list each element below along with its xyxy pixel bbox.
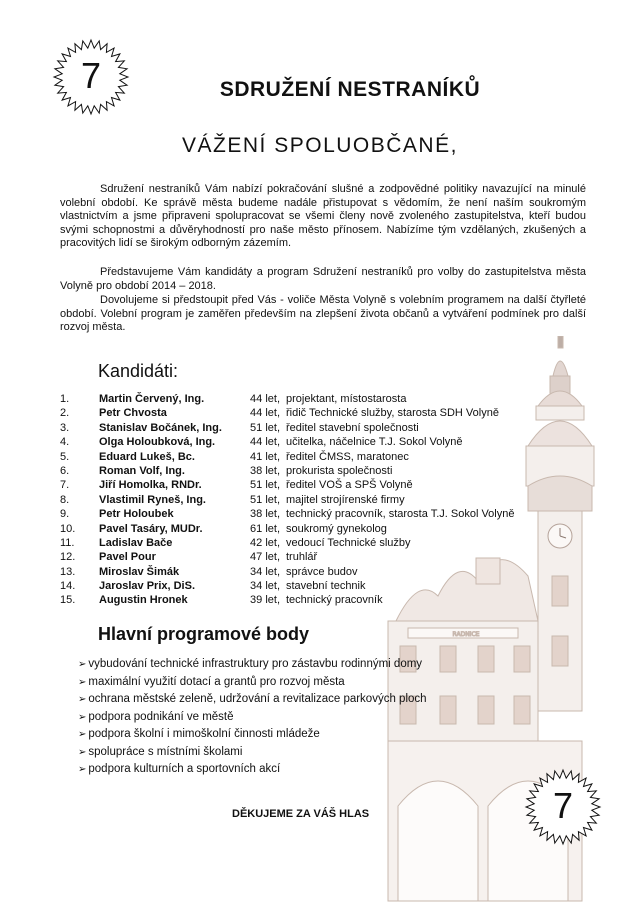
candidate-description: učitelka, náčelnice T.J. Sokol Volyně	[286, 436, 463, 449]
number-7-badge	[52, 38, 130, 116]
candidate-name: Jiří Homolka, RNDr.	[99, 479, 202, 492]
candidate-name: Stanislav Bočánek, Ing.	[99, 421, 222, 434]
presentation-paragraph-2: Dovolujeme si předstoupit před Vás - voliče Města Volyně s volebním programem na další čtyřleté období. Volební program je zaměřen především na zlepšení života občanů a vytváření podmínek pro další rozvoj města.	[60, 294, 586, 333]
candidate-name: Miroslav Šimák	[99, 565, 180, 578]
candidate-age: 41 let,	[250, 450, 280, 463]
candidate-description: technický pracovník, starosta T.J. Sokol Volyně	[286, 508, 515, 521]
candidate-age: 39 let,	[250, 594, 280, 607]
candidate-age: 38 let,	[250, 464, 280, 477]
candidate-name: Augustin Hronek	[99, 594, 188, 607]
candidate-age: 61 let,	[250, 522, 280, 535]
candidate-description: projektant, místostarosta	[286, 393, 407, 405]
badge-number: 7	[80, 55, 102, 96]
candidate-age: 34 let,	[250, 580, 280, 593]
program-item	[78, 746, 427, 764]
program-item-text: podpora kulturních a sportovních akcí	[88, 763, 281, 775]
candidate-number: 10.	[60, 522, 76, 535]
candidate-age: 44 let,	[250, 393, 280, 405]
badge-number: 7	[552, 785, 574, 826]
presentation-paragraph-1: Představujeme Vám kandidáty a program Sdružení nestraníků pro volby do zastupitelstva města Volyně pro období 2014 – 2018.	[60, 266, 586, 292]
program-item-text: podpora školní i mimoškolní činnosti mládeže	[88, 728, 320, 740]
candidate-description: majitel strojírenské firmy	[286, 493, 405, 506]
arrow-bullet-icon: ➢	[78, 764, 87, 775]
candidate-number: 14.	[60, 580, 76, 593]
candidate-number: 11.	[60, 536, 75, 549]
program-list	[78, 658, 427, 781]
arrow-bullet-icon: ➢	[78, 746, 87, 758]
program-item	[78, 763, 427, 781]
candidate-description: technický pracovník	[286, 594, 383, 607]
program-item	[78, 676, 427, 694]
program-item-text: maximální využití dotací a grantů pro rozvoj města	[88, 675, 345, 688]
candidate-number: 4.	[60, 436, 70, 449]
candidate-number: 3.	[60, 421, 70, 434]
arrow-bullet-icon: ➢	[78, 729, 87, 740]
candidate-age: 51 let,	[250, 421, 280, 434]
program-item-text: spolupráce s místními školami	[88, 745, 243, 758]
candidate-name: Petr Holoubek	[99, 508, 174, 521]
candidate-number: 15.	[60, 594, 76, 607]
candidate-name: Ladislav Bače	[99, 536, 173, 549]
candidate-number: 6.	[60, 464, 70, 477]
candidate-name: Vlastimil Ryneš, Ing.	[99, 493, 206, 506]
candidate-number: 5.	[60, 450, 70, 463]
candidate-description: vedoucí Technické služby	[286, 536, 411, 549]
candidate-description: prokurista společnosti	[286, 464, 393, 477]
candidate-number: 13.	[60, 565, 76, 578]
candidate-age: 47 let,	[250, 551, 280, 564]
page-title: SDRUŽENÍ NESTRANÍKŮ	[219, 78, 481, 101]
candidate-age: 44 let,	[250, 436, 280, 449]
candidate-name: Roman Volf, Ing.	[99, 464, 185, 477]
candidate-number: 1.	[60, 393, 70, 405]
program-item-text: ochrana městské zeleně, udržování a revitalizace parkových ploch	[88, 693, 427, 705]
candidate-name: Pavel Tasáry, MUDr.	[99, 522, 203, 535]
arrow-bullet-icon: ➢	[78, 659, 87, 670]
candidate-name: Jaroslav Prix, DiS.	[99, 580, 195, 593]
candidate-age: 38 let,	[250, 508, 280, 521]
arrow-bullet-icon: ➢	[78, 694, 87, 705]
candidate-description: stavební technik	[286, 580, 366, 593]
candidate-number: 7.	[60, 479, 70, 492]
program-item-text: vybudování technické infrastruktury pro zástavbu rodinnými domy	[88, 658, 423, 670]
arrow-bullet-icon: ➢	[78, 711, 87, 723]
candidate-number: 2.	[60, 407, 70, 420]
program-item-text: podpora podnikání ve městě	[88, 710, 234, 723]
program-item	[78, 711, 427, 729]
program-heading: Hlavní programové body	[98, 624, 310, 644]
candidate-name: Martin Červený, Ing.	[99, 393, 205, 405]
candidate-name: Petr Chvosta	[99, 407, 167, 420]
candidate-age: 51 let,	[250, 479, 280, 492]
number-7-badge-bottom	[524, 768, 602, 846]
candidates-heading: Kandidáti:	[98, 361, 179, 381]
building-sign: RADNICE	[452, 631, 480, 638]
thanks-footer: DĚKUJEME ZA VÁŠ HLAS	[232, 808, 370, 820]
candidate-age: 51 let,	[250, 493, 280, 506]
candidate-description: správce budov	[286, 565, 358, 578]
candidate-description: soukromý gynekolog	[286, 522, 387, 535]
greeting-heading: VÁŽENÍ SPOLUOBČANÉ,	[182, 134, 458, 157]
candidate-description: ředitel VOŠ a SPŠ Volyně	[286, 479, 413, 492]
candidate-age: 34 let,	[250, 565, 280, 578]
intro-paragraph: Sdružení nestraníků Vám nabízí pokračování slušné a zodpovědné politiky navazující na minulé volební období. Ke správě města budeme nadále přistupovat s vědomím, že není naším soukromým vlastnictvím a jsme připraveni spolupracovat se všemi členy nově zvoleného zastupitelstva, kteří budou svými schopnostmi a důvěryhodností pro naše město přínosem. Nabízíme tým vzdělaných, zkušených a pracovitých lidí se širokým odborným zázemím.	[60, 183, 586, 249]
candidate-name: Olga Holoubková, Ing.	[99, 436, 216, 449]
candidate-name: Pavel Pour	[99, 551, 156, 564]
candidate-age: 44 let,	[250, 407, 280, 420]
candidate-age: 42 let,	[250, 536, 280, 549]
candidate-number: 12.	[60, 551, 76, 564]
candidate-name: Eduard Lukeš, Bc.	[99, 450, 195, 463]
candidate-description: řidič Technické služby, starosta SDH Volyně	[286, 407, 499, 420]
candidate-description: truhlář	[286, 551, 318, 564]
candidate-number: 8.	[60, 493, 70, 506]
arrow-bullet-icon: ➢	[78, 676, 87, 688]
program-item	[78, 728, 427, 746]
program-item	[78, 693, 427, 711]
candidate-description: ředitel ČMSS, maratonec	[286, 450, 409, 463]
candidate-number: 9.	[60, 508, 70, 521]
program-item	[78, 658, 427, 676]
candidate-description: ředitel stavební společnosti	[286, 421, 419, 434]
